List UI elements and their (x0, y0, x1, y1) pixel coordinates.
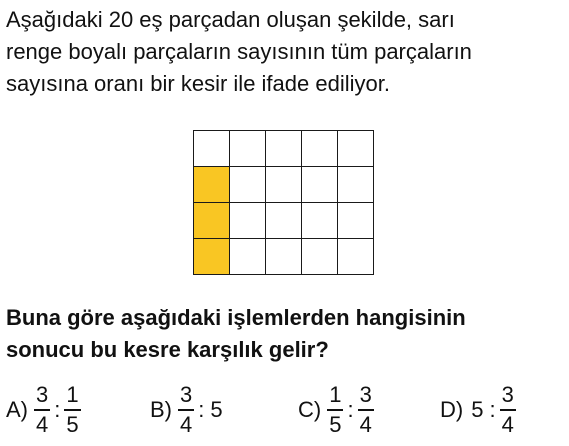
intro-text (6, 4, 560, 100)
intro-line-2: renge boyalı parçaların sayısının tüm parçaların (6, 39, 472, 64)
grid-cell-empty (302, 239, 338, 275)
option-b[interactable] (150, 380, 225, 440)
option-b-fraction-1 (178, 382, 194, 438)
option-d-fraction-2-numerator: 3 (501, 382, 514, 408)
option-a-fraction-1-denominator: 4 (36, 411, 49, 437)
fraction-bar (64, 409, 80, 411)
fraction-bar (500, 409, 516, 411)
grid-cell-empty (230, 167, 266, 203)
option-d[interactable] (440, 380, 516, 440)
fraction-bar (34, 409, 50, 411)
grid-cell-empty (230, 239, 266, 275)
grid-cell-empty (266, 167, 302, 203)
fraction-bar (327, 409, 343, 411)
option-b-operator: : (198, 397, 205, 422)
grid-cell-empty (338, 131, 374, 167)
intro-line-3: sayısına oranı bir kesir ile ifade ediliyor. (6, 71, 390, 96)
option-d-operator: : (489, 397, 496, 422)
grid-cell-yellow (194, 167, 230, 203)
option-c[interactable] (298, 380, 374, 440)
grid-cell-empty (266, 131, 302, 167)
option-a-fraction-1 (34, 382, 50, 438)
option-b-label: B) (150, 397, 172, 422)
grid-cell-empty (338, 167, 374, 203)
option-d-fraction-2-denominator: 4 (501, 411, 514, 437)
grid-cell-empty (266, 239, 302, 275)
intro-line-1: Aşağıdaki 20 eş parçadan oluşan şekilde, sarı (6, 7, 455, 32)
option-b-value: 5 (210, 397, 223, 422)
option-c-fraction-1-numerator: 1 (329, 382, 342, 408)
grid-cell-empty (302, 131, 338, 167)
option-c-fraction-2 (358, 382, 374, 438)
question-line-2: sonucu bu kesre karşılık gelir? (6, 337, 329, 362)
grid-cell-empty (230, 131, 266, 167)
option-a-fraction-1-numerator: 3 (36, 382, 49, 408)
option-a-fraction-2 (64, 382, 80, 438)
option-a-fraction-2-denominator: 5 (66, 411, 79, 437)
grid-cell-empty (194, 131, 230, 167)
grid-cell-yellow (194, 239, 230, 275)
grid-cell-empty (338, 239, 374, 275)
option-c-label: C) (298, 397, 322, 422)
option-a-label: A) (6, 397, 28, 422)
option-a-operator: : (54, 397, 61, 422)
grid-cell-empty (230, 203, 266, 239)
fraction-bar (178, 409, 194, 411)
option-d-label: D) (440, 397, 464, 422)
option-a[interactable] (6, 380, 81, 440)
option-d-fraction-2 (500, 382, 516, 438)
option-b-fraction-1-denominator: 4 (180, 411, 193, 437)
option-a-fraction-2-numerator: 1 (66, 382, 79, 408)
grid-cell-empty (266, 203, 302, 239)
option-b-fraction-1-numerator: 3 (180, 382, 193, 408)
fraction-grid-figure (193, 130, 374, 275)
option-c-fraction-1 (327, 382, 343, 438)
question-text (6, 302, 560, 366)
grid-cell-empty (302, 167, 338, 203)
option-c-operator: : (347, 397, 354, 422)
question-line-1: Buna göre aşağıdaki işlemlerden hangisinin (6, 305, 466, 330)
option-c-fraction-2-numerator: 3 (359, 382, 372, 408)
grid-cell-empty (302, 203, 338, 239)
grid-cell-yellow (194, 203, 230, 239)
option-c-fraction-2-denominator: 4 (359, 411, 372, 437)
option-d-value: 5 (471, 397, 484, 422)
option-c-fraction-1-denominator: 5 (329, 411, 342, 437)
grid-cell-empty (338, 203, 374, 239)
fraction-bar (358, 409, 374, 411)
